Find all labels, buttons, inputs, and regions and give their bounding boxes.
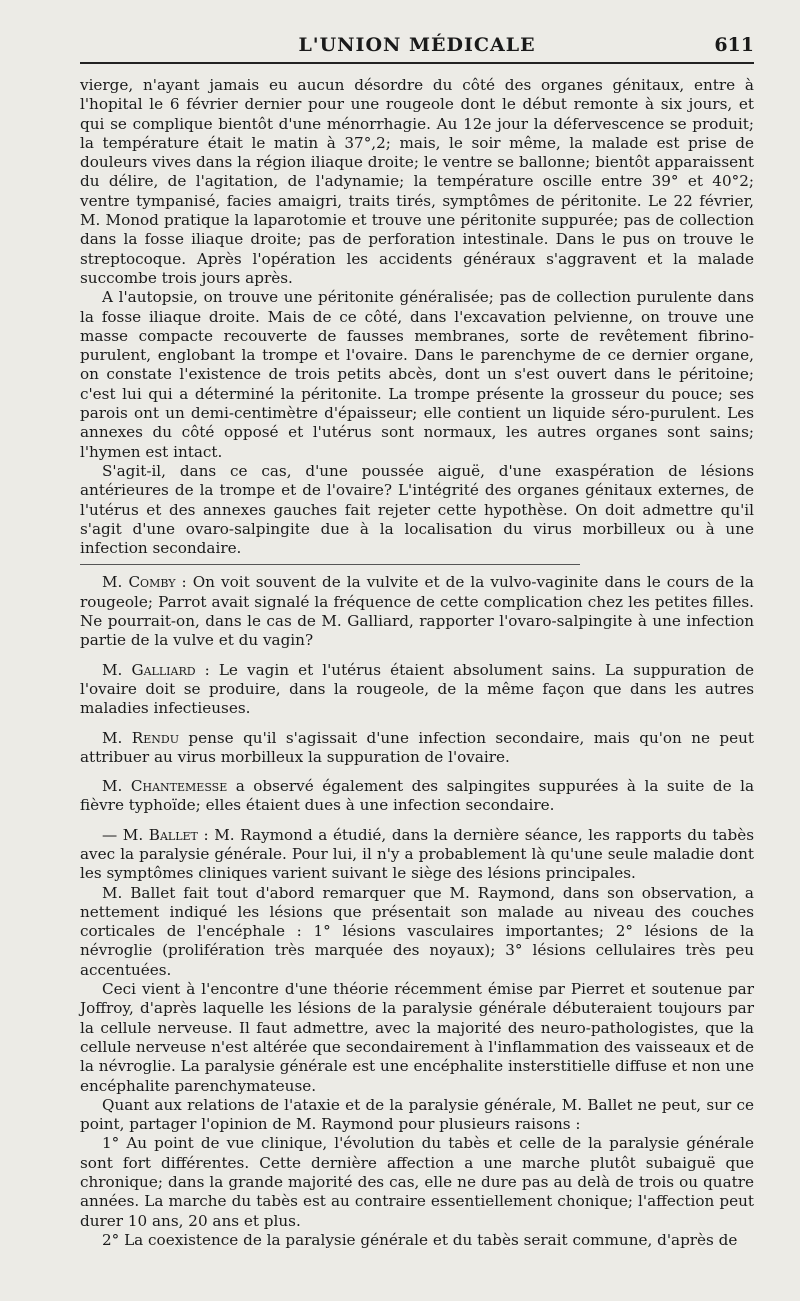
paragraph: M. Rendu pense qu'il s'agissait d'une infection secondaire, mais qu'on ne peut attribuer au virus morbilleux la suppuration de l'ovaire. [80, 728, 754, 766]
speaker-name: Comby [128, 573, 176, 592]
page-number: 611 [714, 34, 754, 56]
paragraph: Quant aux relations de l'ataxie et de la paralysie générale, M. Ballet ne peut, sur ce point, partager l'opinion de M. Raymond pour plusieurs raisons : [80, 1095, 754, 1134]
speaker-name: Ballet [148, 825, 198, 844]
speaker-name: Galliard [131, 660, 196, 679]
page-header [80, 30, 754, 64]
section-divider [80, 564, 580, 565]
paragraph: M. Chantemesse a observé également des salpingites suppurées à la suite de la fièvre typhoïde; elles étaient dues à une infection secondaire. [80, 777, 754, 815]
speaker-name: Chantemesse [130, 777, 228, 796]
running-title: L'UNION MÉDICALE [298, 34, 536, 56]
paragraph: vierge, n'ayant jamais eu aucun désordre du côté des organes génitaux, entre à l'hopital le 6 février dernier pour une rougeole dont le début remonte à six jours, et qui se complique bientôt d'une ménorrhagie. Au 12e jour la défervescence se produit; la température était le matin à 37°,2; mais, le soir même, la malade est prise de douleurs vives dans la région iliaque droite; le ventre se ballonne; bientôt apparaissent du délire, de l'agitation, de l'adynamie; la température oscille entre 39° et 40°2; ventre tympanisé, facies amaigri, traits tirés, symptômes de péritonite. Le 22 février, M. Monod pratique la laparotomie et trouve une péritonite suppurée; pas de collection dans la fosse iliaque droite; pas de perforation intestinale. Dans le pus on trouve le streptocoque. Après l'opération les accidents généraux s'aggravent et la malade succombe trois jours après. [80, 76, 754, 287]
paragraph: M. Comby : On voit souvent de la vulvite et de la vulvo-vaginite dans le cours de la rougeole; Parrot avait signalé la fréquence de cette complication chez les petites filles. Ne pourrait-on, dans le cas de M. Galliard, rapporter l'ovaro-salpingite à une infection partie de la vulve et du vagin? [80, 573, 754, 650]
paragraph: Ceci vient à l'encontre d'une théorie récemment émise par Pierret et soutenue par Joffroy, d'après laquelle les lésions de la paralysie générale débuteraient toujours par la cellule nerveuse. Il faut admettre, avec la majorité des neuro-pathologistes, que la cellule nerveuse n'est altérée que secondairement à l'inflammation des vaisseaux et de la névroglie. La paralysie générale est une encéphalite insterstitielle diffuse et non une encéphalite parenchymateuse. [80, 980, 754, 1095]
paragraph: 2° La coexistence de la paralysie générale et du tabès serait commune, d'après de [102, 1230, 738, 1249]
paragraph: 1° Au point de vue clinique, l'évolution du tabès et celle de la paralysie générale sont fort différentes. Cette dernière affection a une marche plutôt subaiguë que chronique; dans la grande majorité des cas, elle ne dure pas au delà de trois ou quatre années. La marche du tabès est au contraire essentiellement chonique; l'affection peut durer 10 ans, 20 ans et plus. [80, 1134, 754, 1230]
paragraph: A l'autopsie, on trouve une péritonite généralisée; pas de collection purulente dans la fosse iliaque droite. Mais de ce côté, dans l'excavation pelvienne, on trouve une masse compacte recouverte de fausses membranes, sorte de revêtement fibrino-purulent, englobant la trompe et l'ovaire. Dans le parenchyme de ce dernier organe, on constate l'existence de trois petits abcès, dont un s'est ouvert dans le péritoine; c'est lui qui a déterminé la péritonite. La trompe présente la grosseur du pouce; ses parois ont un demi-centimètre d'épaisseur; elle contient un liquide séro-purulent. Les annexes du côté opposé et l'utérus sont normaux, les autres organes sont sains; l'hymen est intact. [80, 288, 754, 461]
paragraph: M. Ballet fait tout d'abord remarquer que M. Raymond, dans son observation, a nettement indiqué les lésions que présentait son malade au niveau des couches corticales de l'encéphale : 1° lésions vasculaires importantes; 2° lésions de la névroglie (prolifération très marquée des noyaux); 3° lésions cellulaires très peu accentuées. [80, 883, 754, 979]
speaker-name: Rendu [131, 728, 179, 747]
paragraph: — M. Ballet : M. Raymond a étudié, dans la dernière séance, les rapports du tabès avec la paralysie générale. Pour lui, il n'y a probablement là qu'une seule maladie dont les symptômes cliniques varient suivant le siège des lésions principales. [80, 825, 754, 883]
article-body [80, 76, 754, 1250]
paragraph: M. Galliard : Le vagin et l'utérus étaient absolument sains. La suppuration de l'ovaire doit se produire, dans la rougeole, de la même façon que dans les autres maladies infectieuses. [80, 660, 754, 718]
paragraph: S'agit-il, dans ce cas, d'une poussée aiguë, d'une exaspération de lésions antérieures de la trompe et de l'ovaire? L'intégrité des organes génitaux externes, de l'utérus et des annexes gauches fait rejeter cette hypothèse. On doit admettre qu'il s'agit d'une ovaro-salpingite due à la localisation du virus morbilleux ou à une infection secondaire. [80, 461, 754, 558]
